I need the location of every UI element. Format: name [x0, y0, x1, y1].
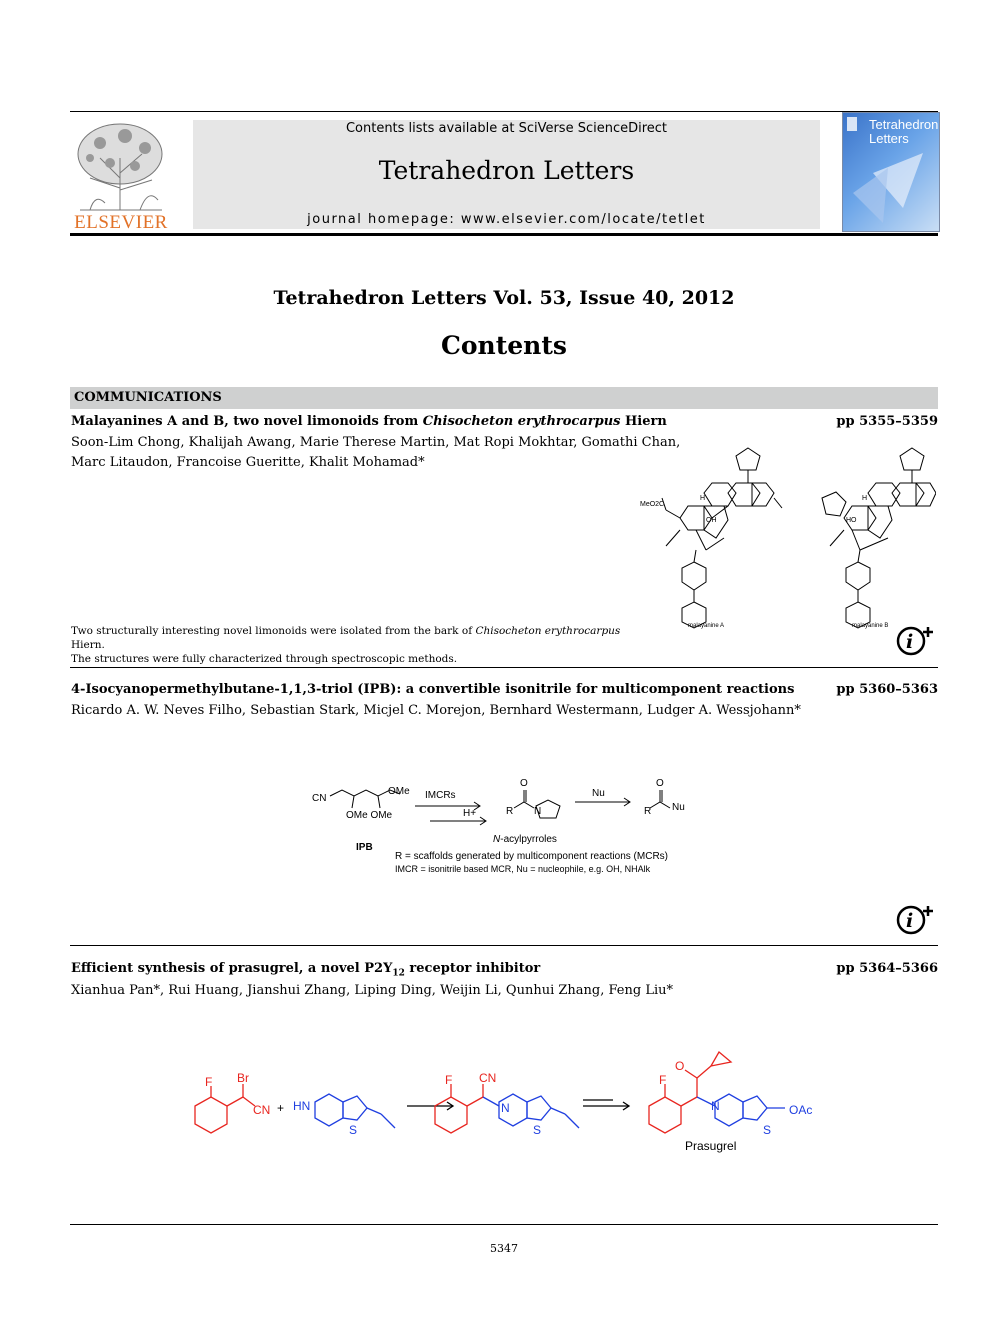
- scheme-ipb: IPB: [356, 842, 373, 853]
- article-1-authors-line1: Soon-Lim Chong, Khalijah Awang, Marie Therese Martin, Mat Ropi Mokhtar, Gomathi Chan,: [71, 435, 681, 450]
- article-1-authors: [71, 433, 680, 473]
- svg-text:i: i: [906, 910, 914, 932]
- article-1-title-italic: Chisocheton erythrocarpus: [422, 414, 621, 429]
- scheme-hplus: H+: [463, 808, 477, 819]
- article-2-title[interactable]: 4-Isocyanopermethylbutane-1,1,3-triol (IPB): a convertible isonitrile for multicomponent reactions: [71, 682, 795, 697]
- scheme-nacyl: [493, 834, 557, 845]
- scheme-cn: CN: [312, 793, 327, 804]
- scheme-plus: +: [277, 1101, 285, 1115]
- info-plus-icon[interactable]: [895, 624, 937, 656]
- info-plus-icon-2[interactable]: [895, 903, 937, 935]
- scheme-r1: R: [506, 806, 514, 817]
- article-1-title[interactable]: [71, 414, 667, 429]
- volume-line: Tetrahedron Letters Vol. 53, Issue 40, 2012: [273, 287, 735, 309]
- reactant-hn: HN: [293, 1099, 311, 1113]
- prasugrel-label: Prasugrel: [685, 1139, 737, 1153]
- scheme-n: N: [534, 806, 542, 817]
- abstract-pre: Two structurally interesting novel limonoids were isolated from the bark of: [71, 625, 476, 637]
- scheme-o2: O: [656, 778, 664, 789]
- top-rule: [70, 111, 938, 112]
- reactant-br: Br: [237, 1071, 249, 1085]
- abstract-line2: The structures were fully characterized through spectroscopic methods.: [71, 653, 458, 665]
- malayanine-b-label: malayanine B: [852, 623, 889, 629]
- divider-2: [70, 945, 938, 946]
- oh-label: OH: [706, 517, 717, 524]
- prasugrel-f: F: [659, 1073, 667, 1087]
- product1-n: N: [501, 1101, 510, 1115]
- article-3-pages: pp 5364–5366: [836, 961, 938, 976]
- prasugrel-n: N: [711, 1099, 720, 1113]
- journal-title: Tetrahedron Letters: [378, 156, 635, 185]
- abstract-italic: Chisocheton erythrocarpus: [475, 625, 621, 637]
- divider-1: [70, 667, 938, 668]
- divider-3: [70, 1224, 938, 1225]
- publisher-name: ELSEVIER: [74, 212, 168, 233]
- scheme-nacyl-n: N: [493, 834, 501, 845]
- article-3-title[interactable]: [71, 961, 540, 979]
- article-1-authors-line2: Marc Litaudon, Francoise Gueritte, Khalit Mohamad*: [71, 455, 425, 470]
- prasugrel-s: S: [763, 1123, 772, 1137]
- scheme-ome2: OMe OMe: [346, 810, 393, 821]
- svg-text:i: i: [906, 631, 914, 653]
- h-label-a: H: [700, 495, 706, 502]
- header-bottom-rule: [70, 233, 938, 236]
- article-1-title-post: Hiern: [620, 414, 667, 429]
- malayanine-structures: [636, 438, 936, 638]
- abstract-post: Hiern.: [71, 639, 105, 651]
- article-1-abstract: [71, 624, 631, 666]
- scheme-r2: R: [644, 806, 652, 817]
- scheme-nu-arrow: Nu: [592, 788, 605, 799]
- malayanine-a-label: malayanine A: [688, 623, 725, 629]
- reactant-cn: CN: [253, 1103, 271, 1117]
- tree-icon: [70, 118, 172, 216]
- contents-heading: Contents: [440, 331, 567, 360]
- page-number: 5347: [490, 1242, 518, 1255]
- article-1-title-pre: Malayanines A and B, two novel limonoids from: [71, 414, 423, 429]
- article-3-title-post: receptor inhibitor: [404, 961, 541, 976]
- ipb-scheme: [300, 772, 720, 882]
- scheme-note1: R = scaffolds generated by multicomponent reactions (MCRs): [395, 851, 668, 862]
- scheme-note2: IMCR = isonitrile based MCR, Nu = nucleophile, e.g. OH, NHAlk: [395, 864, 651, 874]
- scheme-nacyl-rest: -acylpyrroles: [500, 834, 557, 845]
- article-3-title-sub: 12: [392, 968, 405, 979]
- product1-f: F: [445, 1073, 453, 1087]
- article-3-authors: Xianhua Pan*, Rui Huang, Jianshui Zhang, Liping Ding, Weijin Li, Qunhui Zhang, Feng Liu*: [71, 983, 673, 998]
- reactant-s: S: [349, 1123, 358, 1137]
- prasugrel-oac: OAc: [789, 1103, 813, 1117]
- article-3-title-pre: Efficient synthesis of prasugrel, a novel P2Y: [71, 961, 393, 976]
- article-2-pages: pp 5360–5363: [836, 682, 938, 697]
- article-2-authors: Ricardo A. W. Neves Filho, Sebastian Stark, Micjel C. Morejon, Bernhard Westermann, Ludger A. Wessjohann*: [71, 703, 801, 718]
- meco2-label: MeO2C: [640, 501, 665, 508]
- journal-cover: [842, 112, 940, 232]
- reactant-f: F: [205, 1075, 213, 1089]
- prasugrel-o: O: [675, 1059, 685, 1073]
- scheme-imcrs: IMCRs: [425, 790, 456, 801]
- cover-title-2: Letters: [869, 131, 909, 146]
- section-label: COMMUNICATIONS: [74, 390, 222, 405]
- product1-cn: CN: [479, 1071, 497, 1085]
- scheme-nu: Nu: [672, 802, 685, 813]
- elsevier-logo: [70, 118, 172, 236]
- journal-homepage[interactable]: journal homepage: www.elsevier.com/locate/tetlet: [307, 212, 706, 227]
- h-label-b: H: [862, 495, 868, 502]
- scheme-o1: O: [520, 778, 528, 789]
- contents-available-line[interactable]: Contents lists available at SciVerse ScienceDirect: [345, 121, 668, 136]
- article-1-pages: pp 5355–5359: [836, 414, 938, 429]
- ho-label: HO: [846, 517, 857, 524]
- cover-title-1: Tetrahedron: [869, 117, 939, 132]
- scheme-ome1: OMe: [388, 786, 410, 797]
- product1-s: S: [533, 1123, 542, 1137]
- prasugrel-scheme: [185, 1040, 825, 1160]
